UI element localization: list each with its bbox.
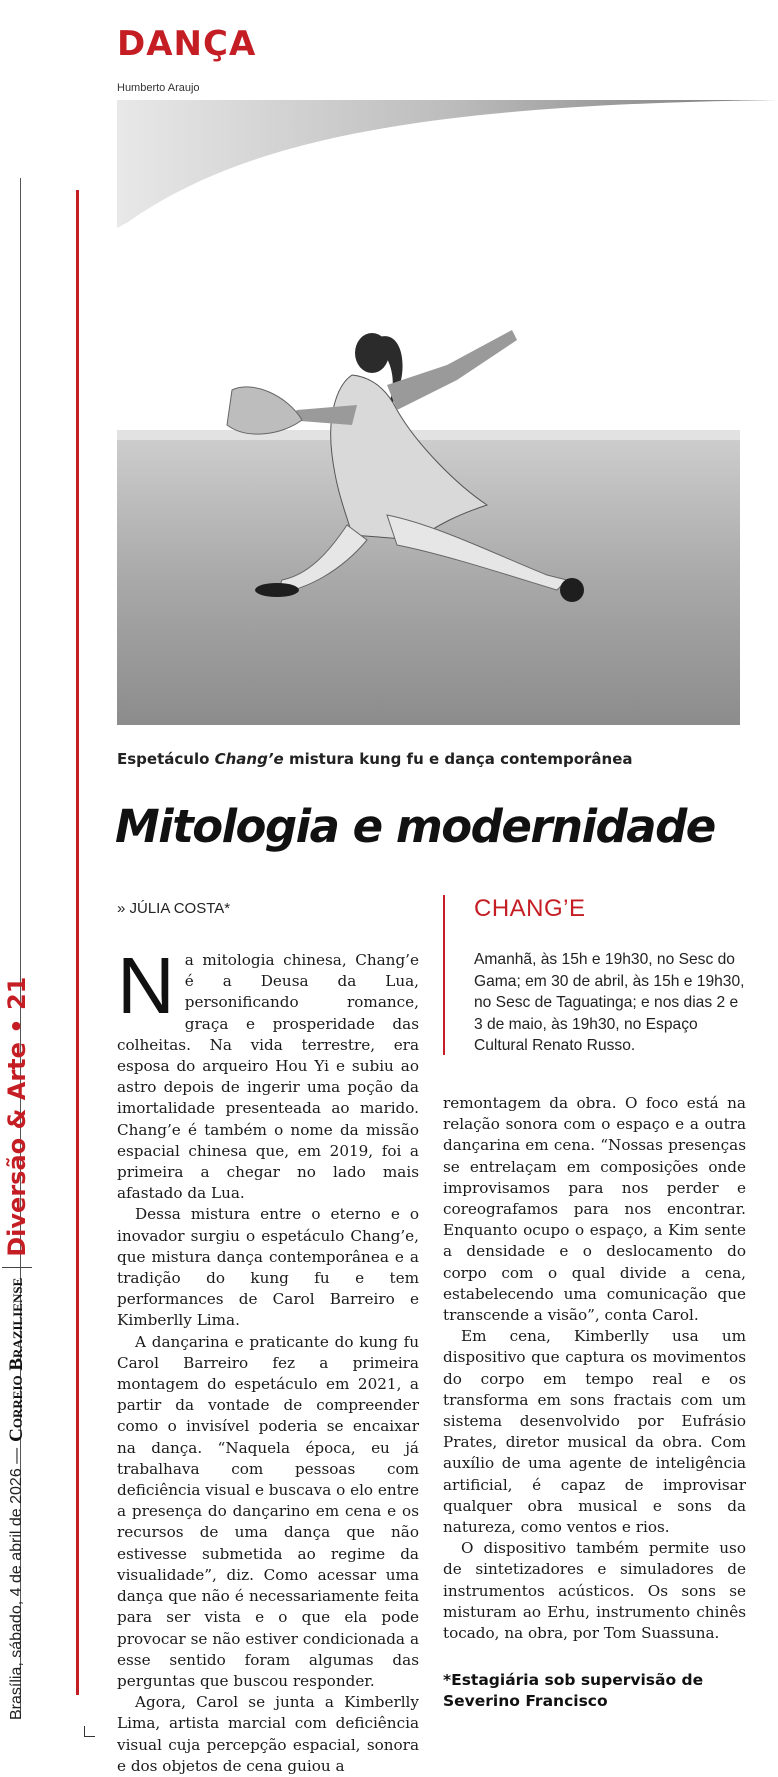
paragraph: A dançarina e praticante do kung fu Carol Barreiro fez a primeira montagem do espetáculo em 2021, a partir da vontade de compreender como o invisível poderia se encaixar na dança. “Naquela época, eu já trabalhava com pessoas com deficiência visual e buscava o elo entre a presença do dançarino em cena e os recursos de uma dança que não estivesse submetida ao regime da visualidade”, diz. Como acessar uma dança que não é necessariamente feita para ser vista e o que ela pode provocar se não estiver condicionada a esse sentido foram algumas das perguntas que buscou responder.: [117, 1332, 420, 1690]
dateline: Brasília, sábado, 4 de abril de 2026 —: [8, 1447, 25, 1720]
info-box-title: CHANG’E: [474, 895, 586, 922]
info-box-text: Amanhã, às 15h e 19h30, no Sesc do Gama; em 30 de abril, às 15h e 19h30, no Sesc de Taguatinga; e nos dias 2 e 3 de maio, às 19h30, no Espaço Cultural Renato Russo.: [474, 951, 745, 1054]
newspaper-name: Correio Braziliense: [6, 1277, 27, 1442]
article-column-2: [443, 1093, 746, 1644]
paragraph: Agora, Carol se junta a Kimberlly Lima, artista marcial com deficiência visual cuja percepção espacial, sonora e dos objetos de cena guiou a: [117, 1693, 419, 1775]
crop-mark: [84, 1726, 95, 1737]
author-note: *Estagiária sob supervisão de Severino Francisco: [443, 1671, 704, 1710]
paragraph: a mitologia chinesa, Chang’e é a Deusa da Lua, personificando romance, graça e prosperidade das colheitas. Na vida terrestre, era esposa do arqueiro Hou Yi e subiu ao astro depois de ingerir uma poção da imortalidade presenteada ao marido. Chang’e é também o nome da missão espacial chinesa que, em 2019, foi a primeira a chegar no lado mais afastado da Lua.: [117, 951, 419, 1203]
article-column-1: [117, 941, 420, 1777]
top-photo-fragment: [117, 100, 777, 250]
photo-credit: Humberto Araujo: [117, 82, 200, 94]
folio-separator: [2, 1267, 32, 1268]
paragraph: Em cena, Kimberlly usa um dispositivo que captura os movimentos do corpo em tempo real e os transforma em sons fractais com um sistema desenvolvido por Eufrásio Prates, diretor musical da obra. Com auxílio de uma agente de inteligência artificial, é capaz de improvisar qualquer obra musical e sons da natureza, como ventos e rios.: [443, 1327, 746, 1537]
paragraph: remontagem da obra. O foco está na relação sonora com o espaço e a outra dançarina em cena. “Nossas presenças se entrelaçam em composições onde improvisamos para nos perder e coreografamos para nos encontrar. Enquanto ocupo o espaço, a Kim sente a densidade e o deslocamento do corpo com o qual divide a cena, estabelecendo uma comunicação que transcende a visão”, conta Carol.: [443, 1094, 746, 1325]
headline: Mitologia e modernidade: [115, 800, 715, 853]
section-page: Diversão & Arte • 21: [3, 976, 31, 1257]
dancer-photo: [117, 325, 740, 725]
red-divider: [76, 190, 79, 1695]
paragraph: Dessa mistura entre o eterno e o inovador surgiu o espetáculo Chang’e, que mistura dança contemporânea e a tradição do kung fu e tem performances de Carol Barreiro e Kimberlly Lima.: [117, 1205, 419, 1330]
info-box-bar: [443, 895, 445, 1055]
section-title: DANÇA: [117, 24, 257, 64]
photo-caption: Espetáculo Chang’e mistura kung fu e dança contemporânea: [117, 750, 633, 768]
byline: » JÚLIA COSTA*: [117, 900, 231, 917]
vertical-folio: [0, 0, 31, 1720]
drop-cap: N: [117, 941, 175, 1030]
paragraph: O dispositivo também permite uso de sintetizadores e simuladores de instrumentos acústicos. Os sons se misturam ao Erhu, instrumento chinês tocado, na obra, por Tom Suassuna.: [443, 1539, 746, 1643]
